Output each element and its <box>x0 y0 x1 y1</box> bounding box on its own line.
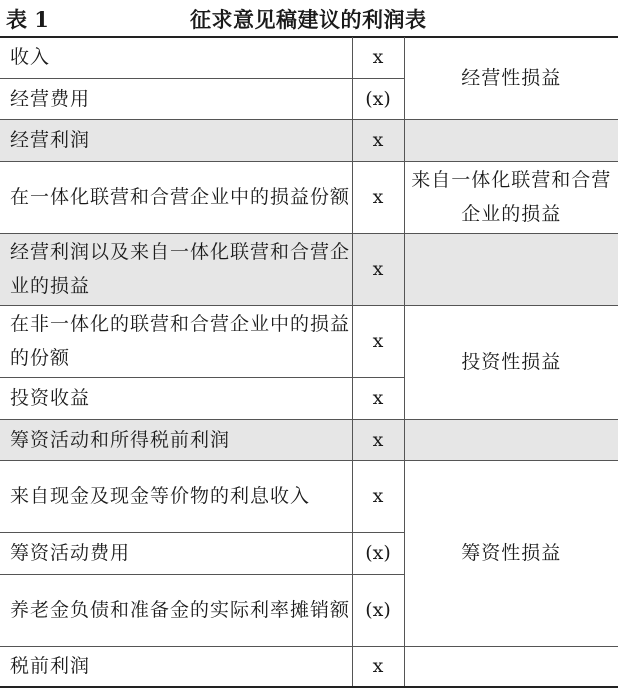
category-cell-empty <box>404 646 618 686</box>
category-cell-empty <box>404 419 618 460</box>
item-cell: 经营利润以及来自一体化联营和合营企业的损益 <box>0 233 352 305</box>
mark-cell: x <box>352 161 404 233</box>
table-title: 征求意见稿建议的利润表 <box>190 7 427 32</box>
category-cell-empty <box>404 233 618 305</box>
mark-cell: (x) <box>352 574 404 646</box>
table-caption <box>0 0 621 36</box>
item-cell: 在非一体化的联营和合营企业中的损益的份额 <box>0 305 352 377</box>
item-cell: 经营费用 <box>0 78 352 119</box>
table-row <box>0 460 618 532</box>
category-cell: 筹资性损益 <box>404 460 618 646</box>
table-row <box>0 419 618 460</box>
mark-cell: x <box>352 233 404 305</box>
mark-cell: (x) <box>352 78 404 119</box>
item-cell: 筹资活动费用 <box>0 532 352 574</box>
item-cell: 来自现金及现金等价物的利息收入 <box>0 460 352 532</box>
category-cell: 投资性损益 <box>404 305 618 419</box>
item-cell: 税前利润 <box>0 646 352 686</box>
table-row <box>0 119 618 161</box>
mark-cell: x <box>352 305 404 377</box>
mark-cell: x <box>352 646 404 686</box>
item-cell: 养老金负债和准备金的实际利率摊销额 <box>0 574 352 646</box>
category-cell-empty <box>404 119 618 161</box>
table-row <box>0 161 618 233</box>
mark-cell: (x) <box>352 532 404 574</box>
category-cell: 来自一体化联营和合营企业的损益 <box>404 161 618 233</box>
item-cell: 在一体化联营和合营企业中的损益份额 <box>0 161 352 233</box>
mark-cell: x <box>352 37 404 78</box>
category-cell: 经营性损益 <box>404 37 618 119</box>
mark-cell: x <box>352 377 404 419</box>
mark-cell: x <box>352 419 404 460</box>
mark-cell: x <box>352 119 404 161</box>
item-cell: 投资收益 <box>0 377 352 419</box>
item-cell: 筹资活动和所得税前利润 <box>0 419 352 460</box>
table-row <box>0 305 618 377</box>
item-cell: 经营利润 <box>0 119 352 161</box>
table-number: 表 1 <box>6 7 49 32</box>
income-statement-table <box>0 37 618 686</box>
table-row <box>0 37 618 78</box>
bottom-rule <box>0 686 618 688</box>
item-cell: 收入 <box>0 37 352 78</box>
table-row <box>0 233 618 305</box>
mark-cell: x <box>352 460 404 532</box>
table-row <box>0 646 618 686</box>
